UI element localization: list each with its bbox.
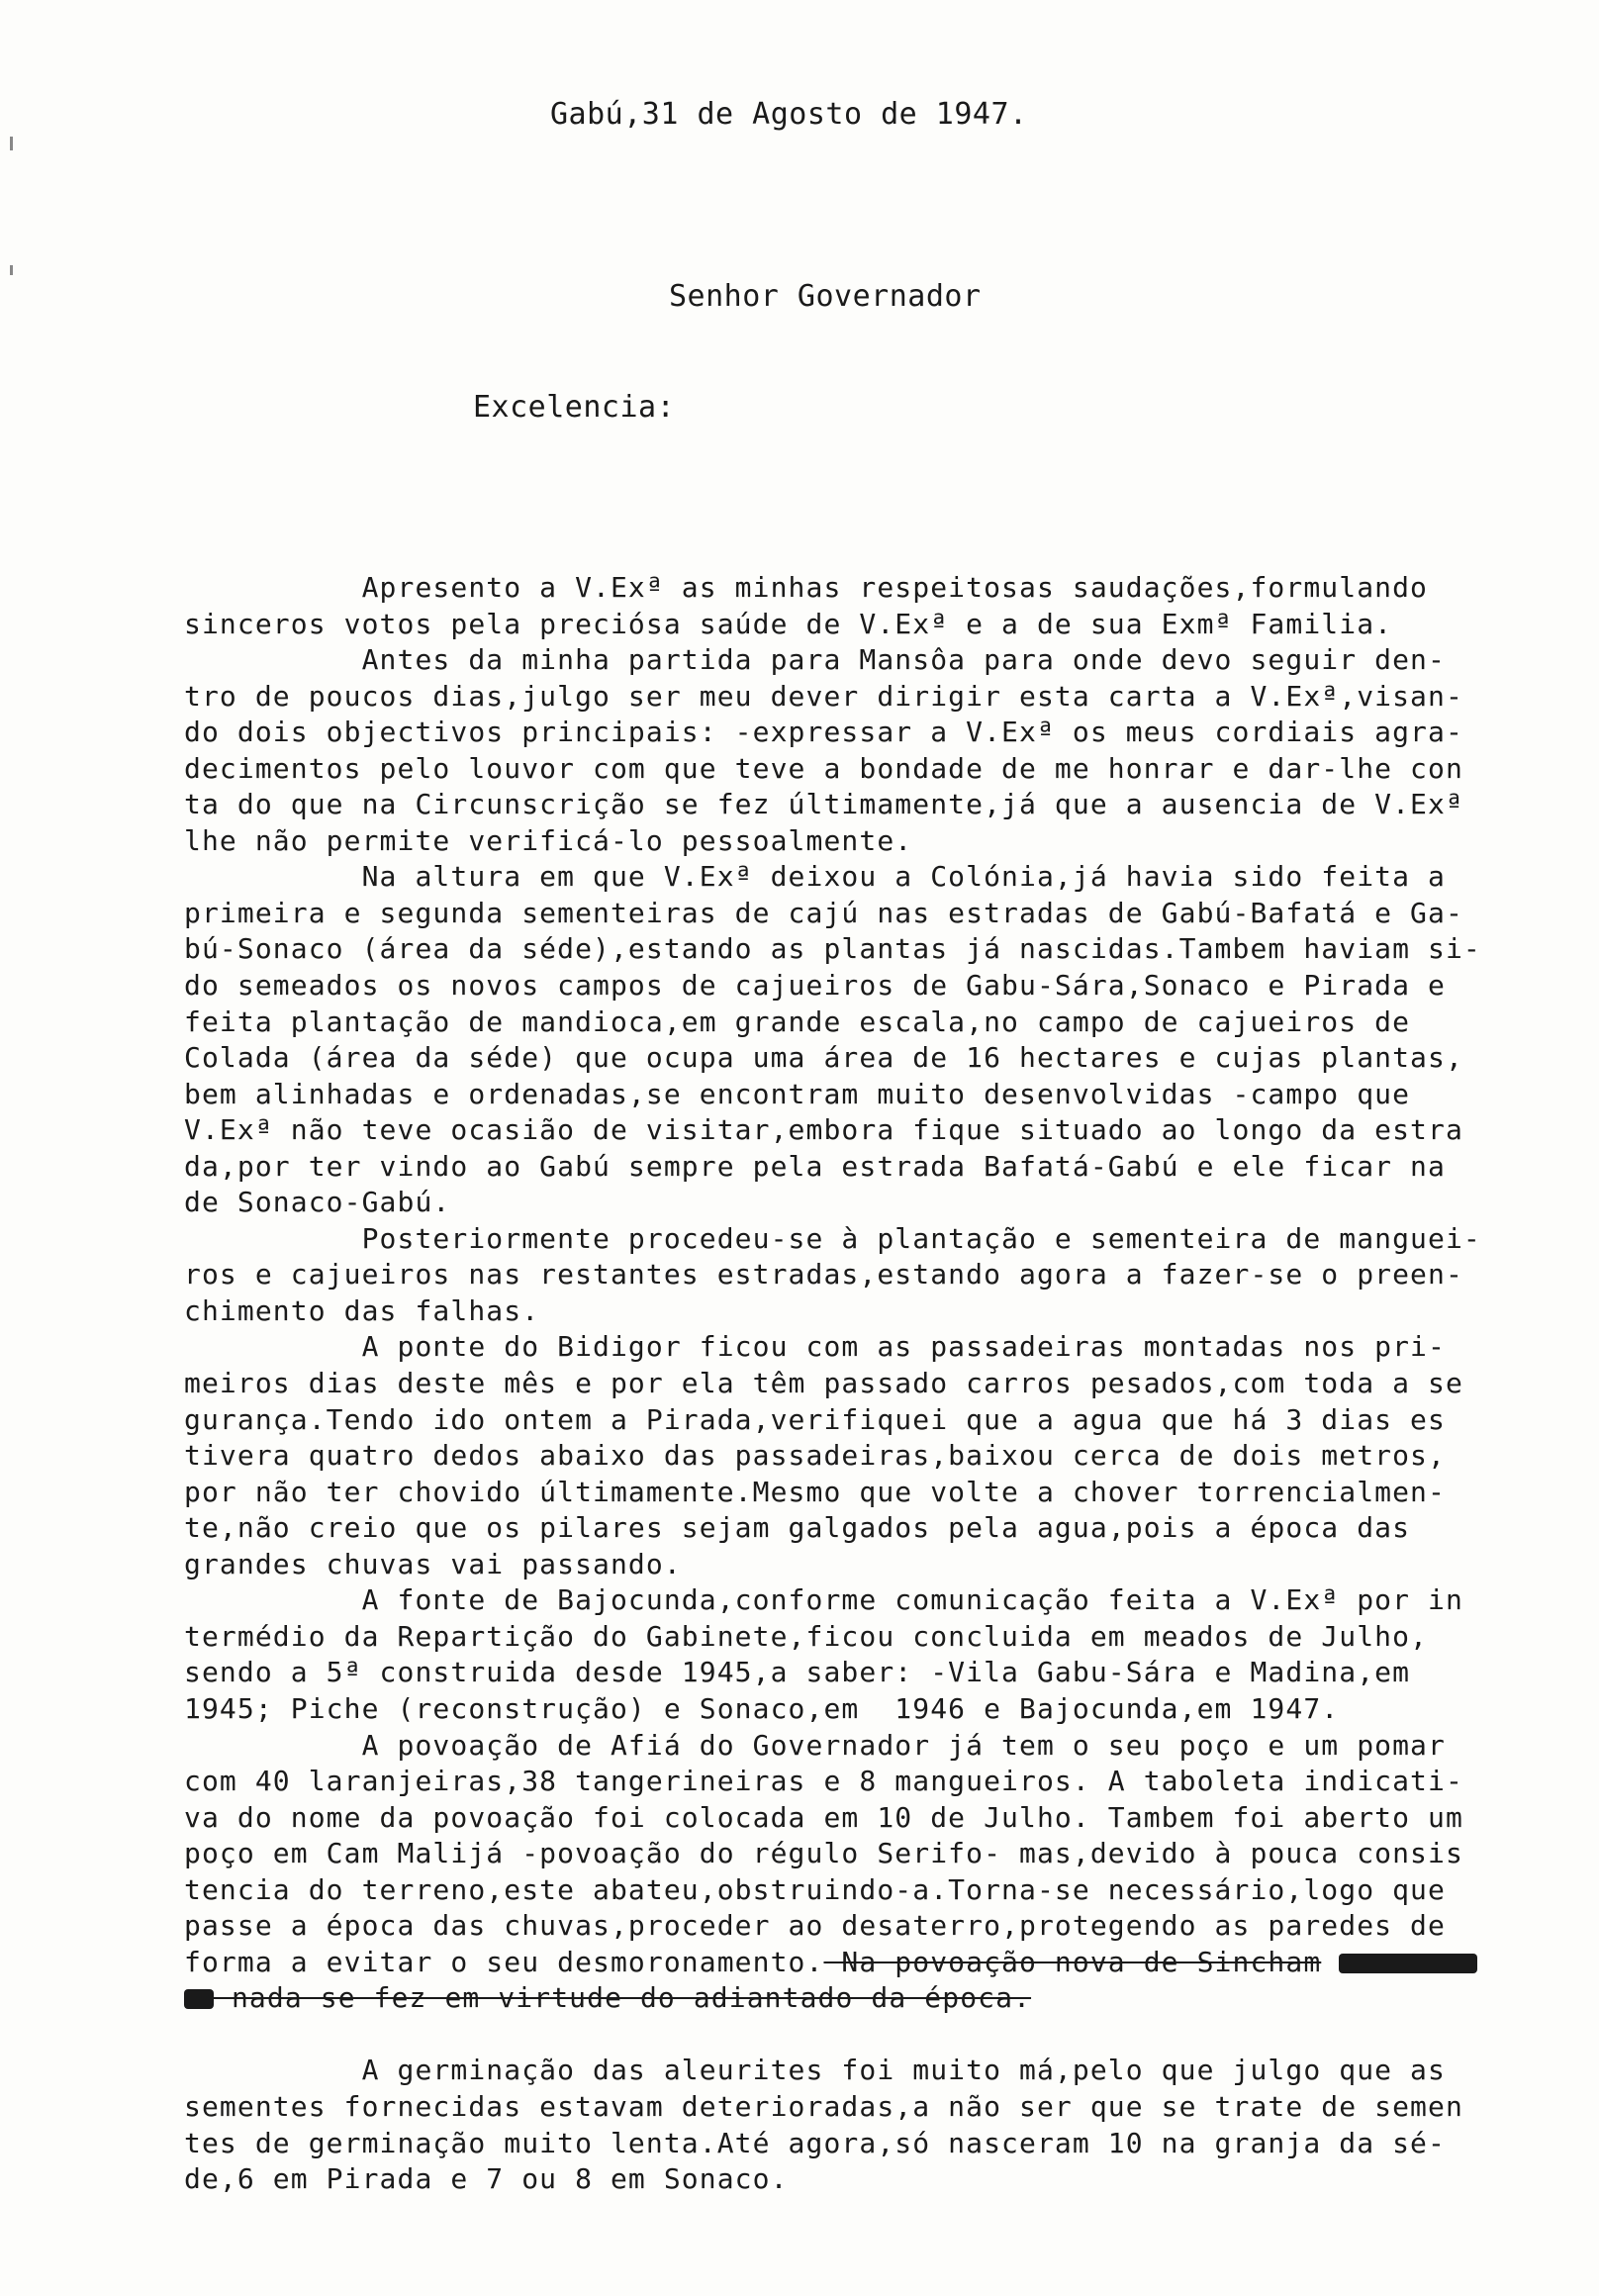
body-line: lhe não permite verificá-lo pessoalmente. [184, 823, 913, 857]
body-line: tes de germinação muito lenta.Até agora,só nasceram 10 na granja da sé- [184, 2126, 1446, 2159]
body-line: com 40 laranjeiras,38 tangerineiras e 8 mangueiros. A taboleta indicati- [184, 1765, 1463, 1798]
body-line: passe a época das chuvas,proceder ao desaterro,protegendo as paredes de [184, 1909, 1446, 1943]
page-bottom-edge [0, 2284, 1599, 2286]
body-line: A fonte de Bajocunda,conforme comunicação feita a V.Exª por in [184, 1583, 1463, 1617]
ink-blot [184, 1989, 214, 2009]
body-line: A ponte do Bidigor ficou com as passadeiras montadas nos pri- [184, 1330, 1446, 1364]
body-line: te,não creio que os pilares sejam galgados pela agua,pois a época das [184, 1511, 1411, 1545]
body-line: tencia do terreno,este abateu,obstruindo-a.Torna-se necessário,logo que [184, 1872, 1446, 1906]
body-line: Antes da minha partida para Mansôa para onde devo seguir den- [184, 643, 1446, 677]
struck-line [184, 1980, 1569, 2017]
body-line: decimentos pelo louvor com que teve a bondade de me honrar e dar-lhe con [184, 751, 1463, 785]
left-edge-mark [10, 137, 13, 150]
letter-body [184, 570, 1569, 2198]
body-line: tivera quatro dedos abaixo das passadeiras,baixou cerca de dois metros, [184, 1439, 1446, 1473]
body-line: Na altura em que V.Exª deixou a Colónia,já havia sido feita a [184, 860, 1446, 894]
body-line: 1945; Piche (reconstrução) e Sonaco,em 1946 e Bajocunda,em 1947. [184, 1691, 1340, 1725]
body-line: do dois objectivos principais: -expressar a V.Exª os meus cordiais agra- [184, 716, 1463, 749]
body-line: bú-Sonaco (área da séde),estando as plantas já nascidas.Tambem haviam si- [184, 932, 1481, 966]
body-line: tro de poucos dias,julgo ser meu dever dirigir esta carta a V.Exª,visan- [184, 679, 1463, 713]
body-line: Posteriormente procedeu-se à plantação e sementeira de manguei- [184, 1221, 1481, 1255]
body-line: de Sonaco-Gabú. [184, 1186, 451, 1219]
body-line: ros e cajueiros nas restantes estradas,estando agora a fazer-se o preen- [184, 1258, 1463, 1292]
body-line: por não ter chovido últimamente.Mesmo que volte a chover torrencialmen- [184, 1475, 1446, 1508]
ink-blot [1339, 1954, 1477, 1973]
body-line: meiros dias deste mês e por ela têm passado carros pesados,com toda a se [184, 1367, 1463, 1400]
body-line: de,6 em Pirada e 7 ou 8 em Sonaco. [184, 2162, 789, 2196]
body-line: bem alinhadas e ordenadas,se encontram muito desenvolvidas -campo que [184, 1077, 1411, 1110]
body-line: feita plantação de mandioca,em grande escala,no campo de cajueiros de [184, 1004, 1411, 1038]
body-line-with-strike [184, 1945, 1569, 1981]
body-line: A povoação de Afiá do Governador já tem o seu poço e um pomar [184, 1728, 1446, 1762]
body-line: primeira e segunda sementeiras de cajú nas estradas de Gabú-Bafatá e Ga- [184, 896, 1463, 929]
body-line: chimento das falhas. [184, 1293, 540, 1327]
struck-text: Na povoação nova de Sincham [823, 1945, 1322, 1978]
body-line: gurança.Tendo ido ontem a Pirada,verifiquei que a agua que há 3 dias es [184, 1402, 1446, 1436]
body-line: poço em Cam Malijá -povoação do régulo Serifo- mas,devido à pouca consis [184, 1837, 1463, 1870]
letter-greeting: Excelencia: [473, 390, 676, 425]
body-line: sendo a 5ª construida desde 1945,a saber: -Vila Gabu-Sára e Madina,em [184, 1656, 1411, 1689]
body-line-text: forma a evitar o seu desmoronamento. [184, 1945, 824, 1978]
body-line: sementes fornecidas estavam deterioradas,a não ser que se trate de semen [184, 2089, 1463, 2123]
body-line: A germinação das aleurites foi muito má,pelo que julgo que as [184, 2054, 1446, 2087]
body-line: sinceros votos pela preciósa saúde de V.Exª e a de sua Exmª Familia. [184, 607, 1393, 640]
body-line: termédio da Repartição do Gabinete,ficou concluida em meados de Julho, [184, 1619, 1429, 1653]
body-line: va do nome da povoação foi colocada em 10 de Julho. Tambem foi aberto um [184, 1800, 1463, 1834]
body-line: do semeados os novos campos de cajueiros de Gabu-Sára,Sonaco e Pirada e [184, 969, 1446, 1003]
body-line: Apresento a V.Exª as minhas respeitosas saudações,formulando [184, 571, 1429, 604]
struck-text: nada se fez em virtude do adiantado da época. [214, 1981, 1032, 2015]
body-line: grandes chuvas vai passando. [184, 1547, 682, 1580]
body-line: Colada (área da séde) que ocupa uma área de 16 hectares e cujas plantas, [184, 1041, 1463, 1075]
body-line: ta do que na Circunscrição se fez últimamente,já que a ausencia de V.Exª [184, 788, 1463, 821]
letter-date: Gabú,31 de Agosto de 1947. [550, 97, 1028, 132]
body-line: da,por ter vindo ao Gabú sempre pela estrada Bafatá-Gabú e ele ficar na [184, 1149, 1446, 1183]
left-edge-mark [10, 265, 13, 275]
body-line: V.Exª não teve ocasião de visitar,embora fique situado ao longo da estra [184, 1113, 1463, 1147]
letter-salutation: Senhor Governador [669, 279, 982, 314]
blank-line [184, 2017, 1569, 2054]
